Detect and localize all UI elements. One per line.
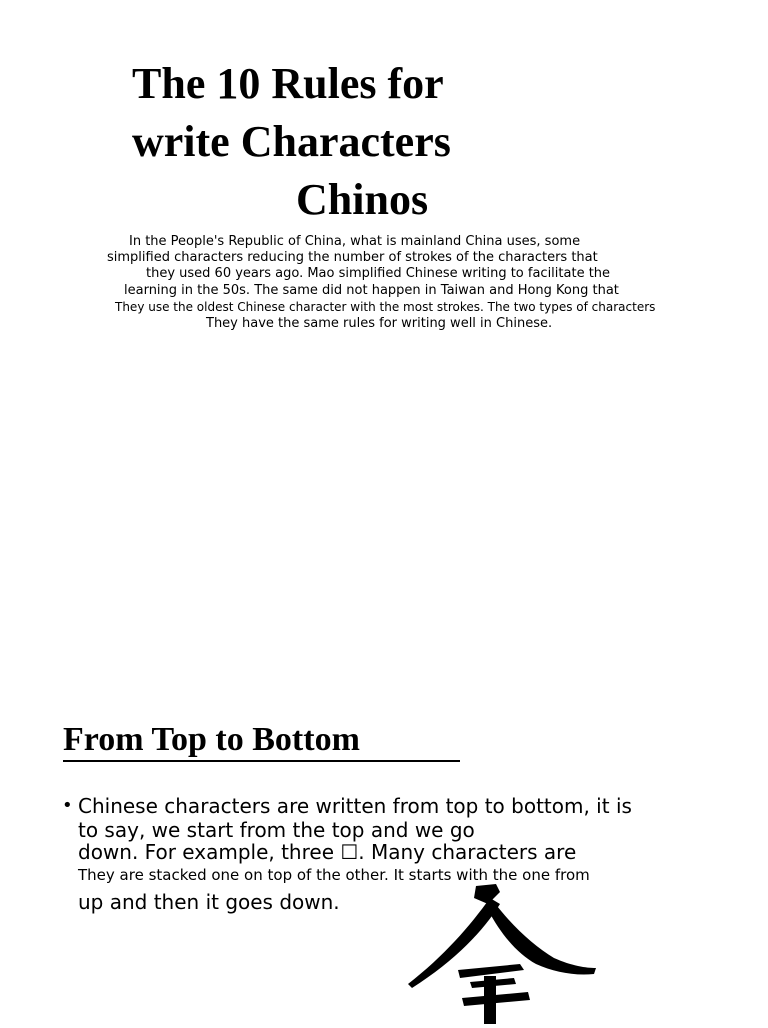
bullet-text-line: They are stacked one on top of the other. It starts with the one from xyxy=(78,866,590,884)
page-title-line-1: The 10 Rules for xyxy=(132,59,444,108)
intro-line: they used 60 years ago. Mao simplified Chinese writing to facilitate the xyxy=(146,266,611,281)
bullet-icon: • xyxy=(62,795,73,816)
bullet-text-line: up and then it goes down. xyxy=(78,890,340,914)
page-title-line-2: write Characters xyxy=(132,117,451,166)
intro-line: learning in the 50s. The same did not happen in Taiwan and Hong Kong that xyxy=(124,283,619,298)
intro-line: They use the oldest Chinese character with the most strokes. The two types of characters xyxy=(115,300,656,314)
page-title-line-3: Chinos xyxy=(296,175,429,224)
intro-line: simplified characters reducing the number of strokes of the characters that xyxy=(107,250,598,265)
intro-line: They have the same rules for writing well in Chinese. xyxy=(206,316,553,331)
intro-line: In the People's Republic of China, what is mainland China uses, some xyxy=(129,234,581,249)
bullet-text-line: to say, we start from the top and we go xyxy=(78,818,475,842)
bullet-text-line: down. For example, three ☐. Many characters are xyxy=(78,840,577,864)
section-heading: From Top to Bottom xyxy=(63,720,460,762)
chinese-character-calligraphy-icon xyxy=(404,880,604,1024)
bullet-text-line: Chinese characters are written from top to bottom, it is xyxy=(78,794,632,818)
